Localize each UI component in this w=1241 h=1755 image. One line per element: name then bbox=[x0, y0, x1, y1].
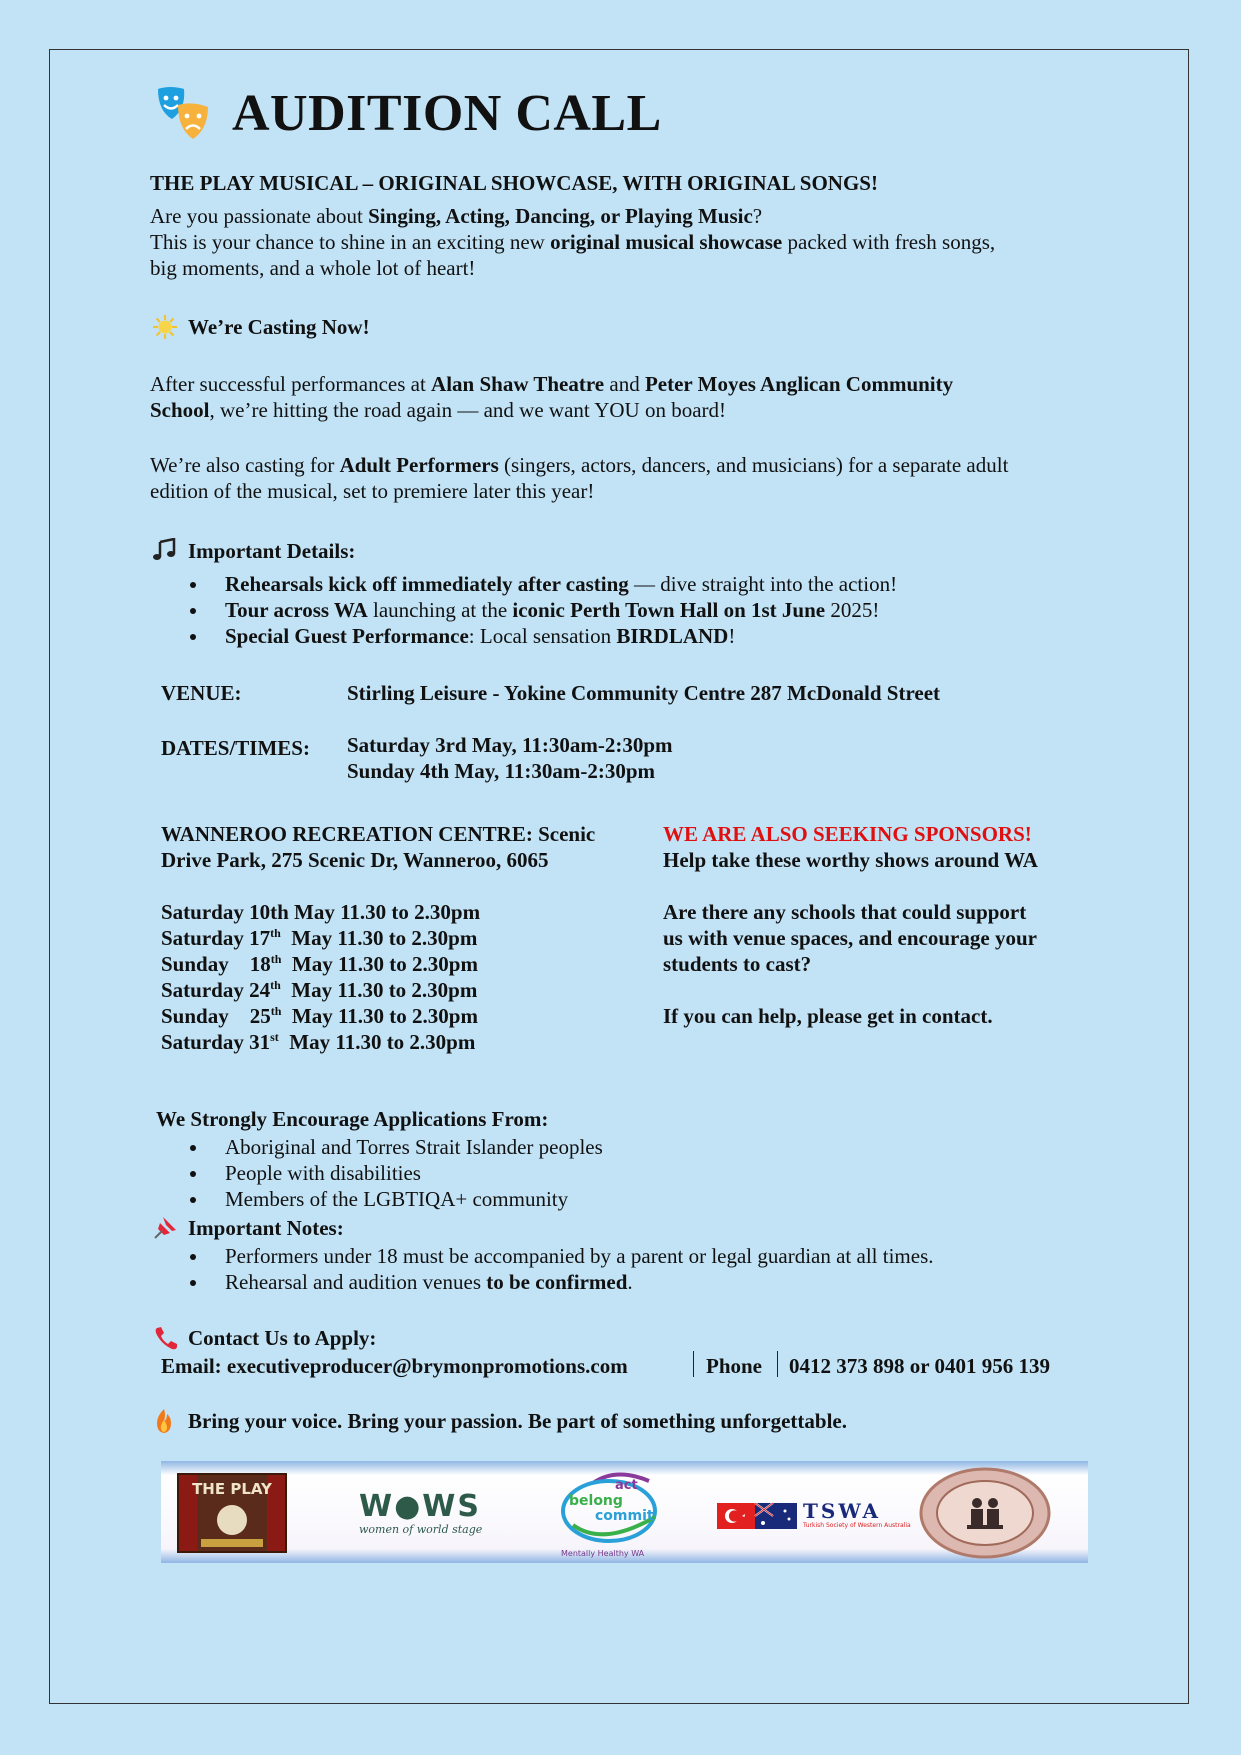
sponsors-line-3: us with venue spaces, and encourage your bbox=[663, 926, 1037, 950]
music-notes-icon bbox=[152, 538, 178, 562]
date-1: Saturday 3rd May, 11:30am-2:30pm bbox=[347, 733, 673, 757]
tswa-logo-text: TSWA bbox=[803, 1499, 882, 1523]
theatre-masks-icon bbox=[156, 85, 210, 141]
commit-text: commit bbox=[595, 1508, 654, 1524]
phone-icon bbox=[153, 1325, 179, 1351]
contact-email[interactable]: Email: executiveproducer@brymonpromotions.com bbox=[161, 1354, 628, 1378]
session-row: Sunday 25th May 11.30 to 2.30pm bbox=[161, 1004, 478, 1028]
sponsor-logos-banner bbox=[161, 1461, 1088, 1563]
flags-icon bbox=[717, 1503, 797, 1529]
act-belong-commit-logo bbox=[553, 1469, 679, 1561]
bullet bbox=[190, 1171, 196, 1177]
adult-line-1: We’re also casting for Adult Performers (singers, actors, dancers, and musicians) for a separate adult bbox=[150, 453, 1009, 477]
session-row: Saturday 10th May 11.30 to 2.30pm bbox=[161, 900, 481, 924]
session-row: Saturday 31st May 11.30 to 2.30pm bbox=[161, 1030, 476, 1054]
divider bbox=[693, 1351, 694, 1377]
association-seal-logo bbox=[919, 1467, 1051, 1559]
phone-label: Phone bbox=[706, 1354, 763, 1378]
details-heading: Important Details: bbox=[188, 539, 356, 563]
bullet bbox=[190, 1145, 196, 1151]
association-seal bbox=[919, 1467, 1051, 1559]
closing-line: Bring your voice. Bring your passion. Be part of something unforgettable. bbox=[188, 1409, 847, 1433]
venue-label: VENUE: bbox=[161, 681, 242, 705]
dates-label: DATES/TIMES: bbox=[161, 736, 310, 760]
encourage-heading: We Strongly Encourage Applications From: bbox=[156, 1107, 549, 1131]
sun-icon bbox=[152, 314, 178, 340]
subtitle: THE PLAY MUSICAL – ORIGINAL SHOWCASE, WITH ORIGINAL SONGS! bbox=[150, 171, 878, 195]
bullet bbox=[190, 1280, 196, 1286]
sponsors-line-2: Are there any schools that could support bbox=[663, 900, 1027, 924]
tswa-logo bbox=[717, 1499, 911, 1531]
act-text: act bbox=[615, 1478, 638, 1493]
bullet bbox=[190, 1197, 196, 1203]
tswa-logo-subtitle: Turkish Society of Western Australia bbox=[803, 1522, 911, 1529]
encourage-item: People with disabilities bbox=[225, 1161, 421, 1185]
detail-item-tour: Tour across WA launching at the iconic Perth Town Hall on 1st June 2025! bbox=[225, 598, 880, 622]
fire-icon bbox=[153, 1408, 175, 1434]
detail-item-guest: Special Guest Performance: Local sensation BIRDLAND! bbox=[225, 624, 736, 648]
casting-heading: We’re Casting Now! bbox=[188, 315, 370, 339]
belong-text: belong bbox=[569, 1493, 623, 1509]
date-2: Sunday 4th May, 11:30am-2:30pm bbox=[347, 759, 656, 783]
title-block bbox=[156, 78, 662, 148]
notes-heading: Important Notes: bbox=[188, 1216, 344, 1240]
note-item-under-18: Performers under 18 must be accompanied by a parent or legal guardian at all times. bbox=[225, 1244, 934, 1268]
page-title: AUDITION CALL bbox=[232, 84, 662, 142]
adult-line-2: edition of the musical, set to premiere later this year! bbox=[150, 479, 595, 503]
intro-line-1: Are you passionate about Singing, Acting, Dancing, or Playing Music? bbox=[150, 204, 763, 228]
wanneroo-line-1: WANNEROO RECREATION CENTRE: Scenic bbox=[161, 822, 596, 846]
encourage-item: Aboriginal and Torres Strait Islander peoples bbox=[225, 1135, 603, 1159]
session-row: Sunday 18th May 11.30 to 2.30pm bbox=[161, 952, 478, 976]
divider bbox=[777, 1351, 778, 1377]
wows-logo bbox=[359, 1491, 519, 1541]
intro-line-2: This is your chance to shine in an exciting new original musical showcase packed with fresh songs, bbox=[150, 230, 996, 254]
perf-line-2: School, we’re hitting the road again — and we want YOU on board! bbox=[150, 398, 726, 422]
wows-logo-subtitle: women of world stage bbox=[359, 1523, 483, 1536]
sponsors-heading: WE ARE ALSO SEEKING SPONSORS! bbox=[663, 822, 1032, 846]
bullet bbox=[190, 608, 196, 614]
contact-phone[interactable]: 0412 373 898 or 0401 956 139 bbox=[789, 1354, 1050, 1378]
detail-item-rehearsals: Rehearsals kick off immediately after casting — dive straight into the action! bbox=[225, 572, 898, 596]
session-row: Saturday 24th May 11.30 to 2.30pm bbox=[161, 978, 478, 1002]
sponsors-line-4: students to cast? bbox=[663, 952, 812, 976]
venue-value: Stirling Leisure - Yokine Community Centre 287 McDonald Street bbox=[347, 681, 941, 705]
sponsors-line-1: Help take these worthy shows around WA bbox=[663, 848, 1038, 872]
intro-line-3: big moments, and a whole lot of heart! bbox=[150, 256, 476, 280]
act-belong-commit-subtitle: Mentally Healthy WA bbox=[561, 1549, 645, 1558]
page-border bbox=[49, 49, 1189, 1704]
bullet bbox=[190, 582, 196, 588]
session-row: Saturday 17th May 11.30 to 2.30pm bbox=[161, 926, 478, 950]
contact-heading: Contact Us to Apply: bbox=[188, 1326, 377, 1350]
bullet bbox=[190, 634, 196, 640]
sponsors-line-5: If you can help, please get in contact. bbox=[663, 1004, 993, 1028]
wanneroo-line-2: Drive Park, 275 Scenic Dr, Wanneroo, 6065 bbox=[161, 848, 549, 872]
the-play-logo bbox=[177, 1473, 287, 1553]
perf-line-1: After successful performances at Alan Shaw Theatre and Peter Moyes Anglican Community bbox=[150, 372, 954, 396]
pushpin-icon bbox=[154, 1215, 178, 1239]
the-play-logo-text: THE PLAY bbox=[192, 1480, 272, 1498]
wows-logo-text: W●WS bbox=[359, 1489, 481, 1524]
note-item-venues: Rehearsal and audition venues to be confirmed. bbox=[225, 1270, 633, 1294]
encourage-item: Members of the LGBTIQA+ community bbox=[225, 1187, 569, 1211]
bullet bbox=[190, 1254, 196, 1260]
